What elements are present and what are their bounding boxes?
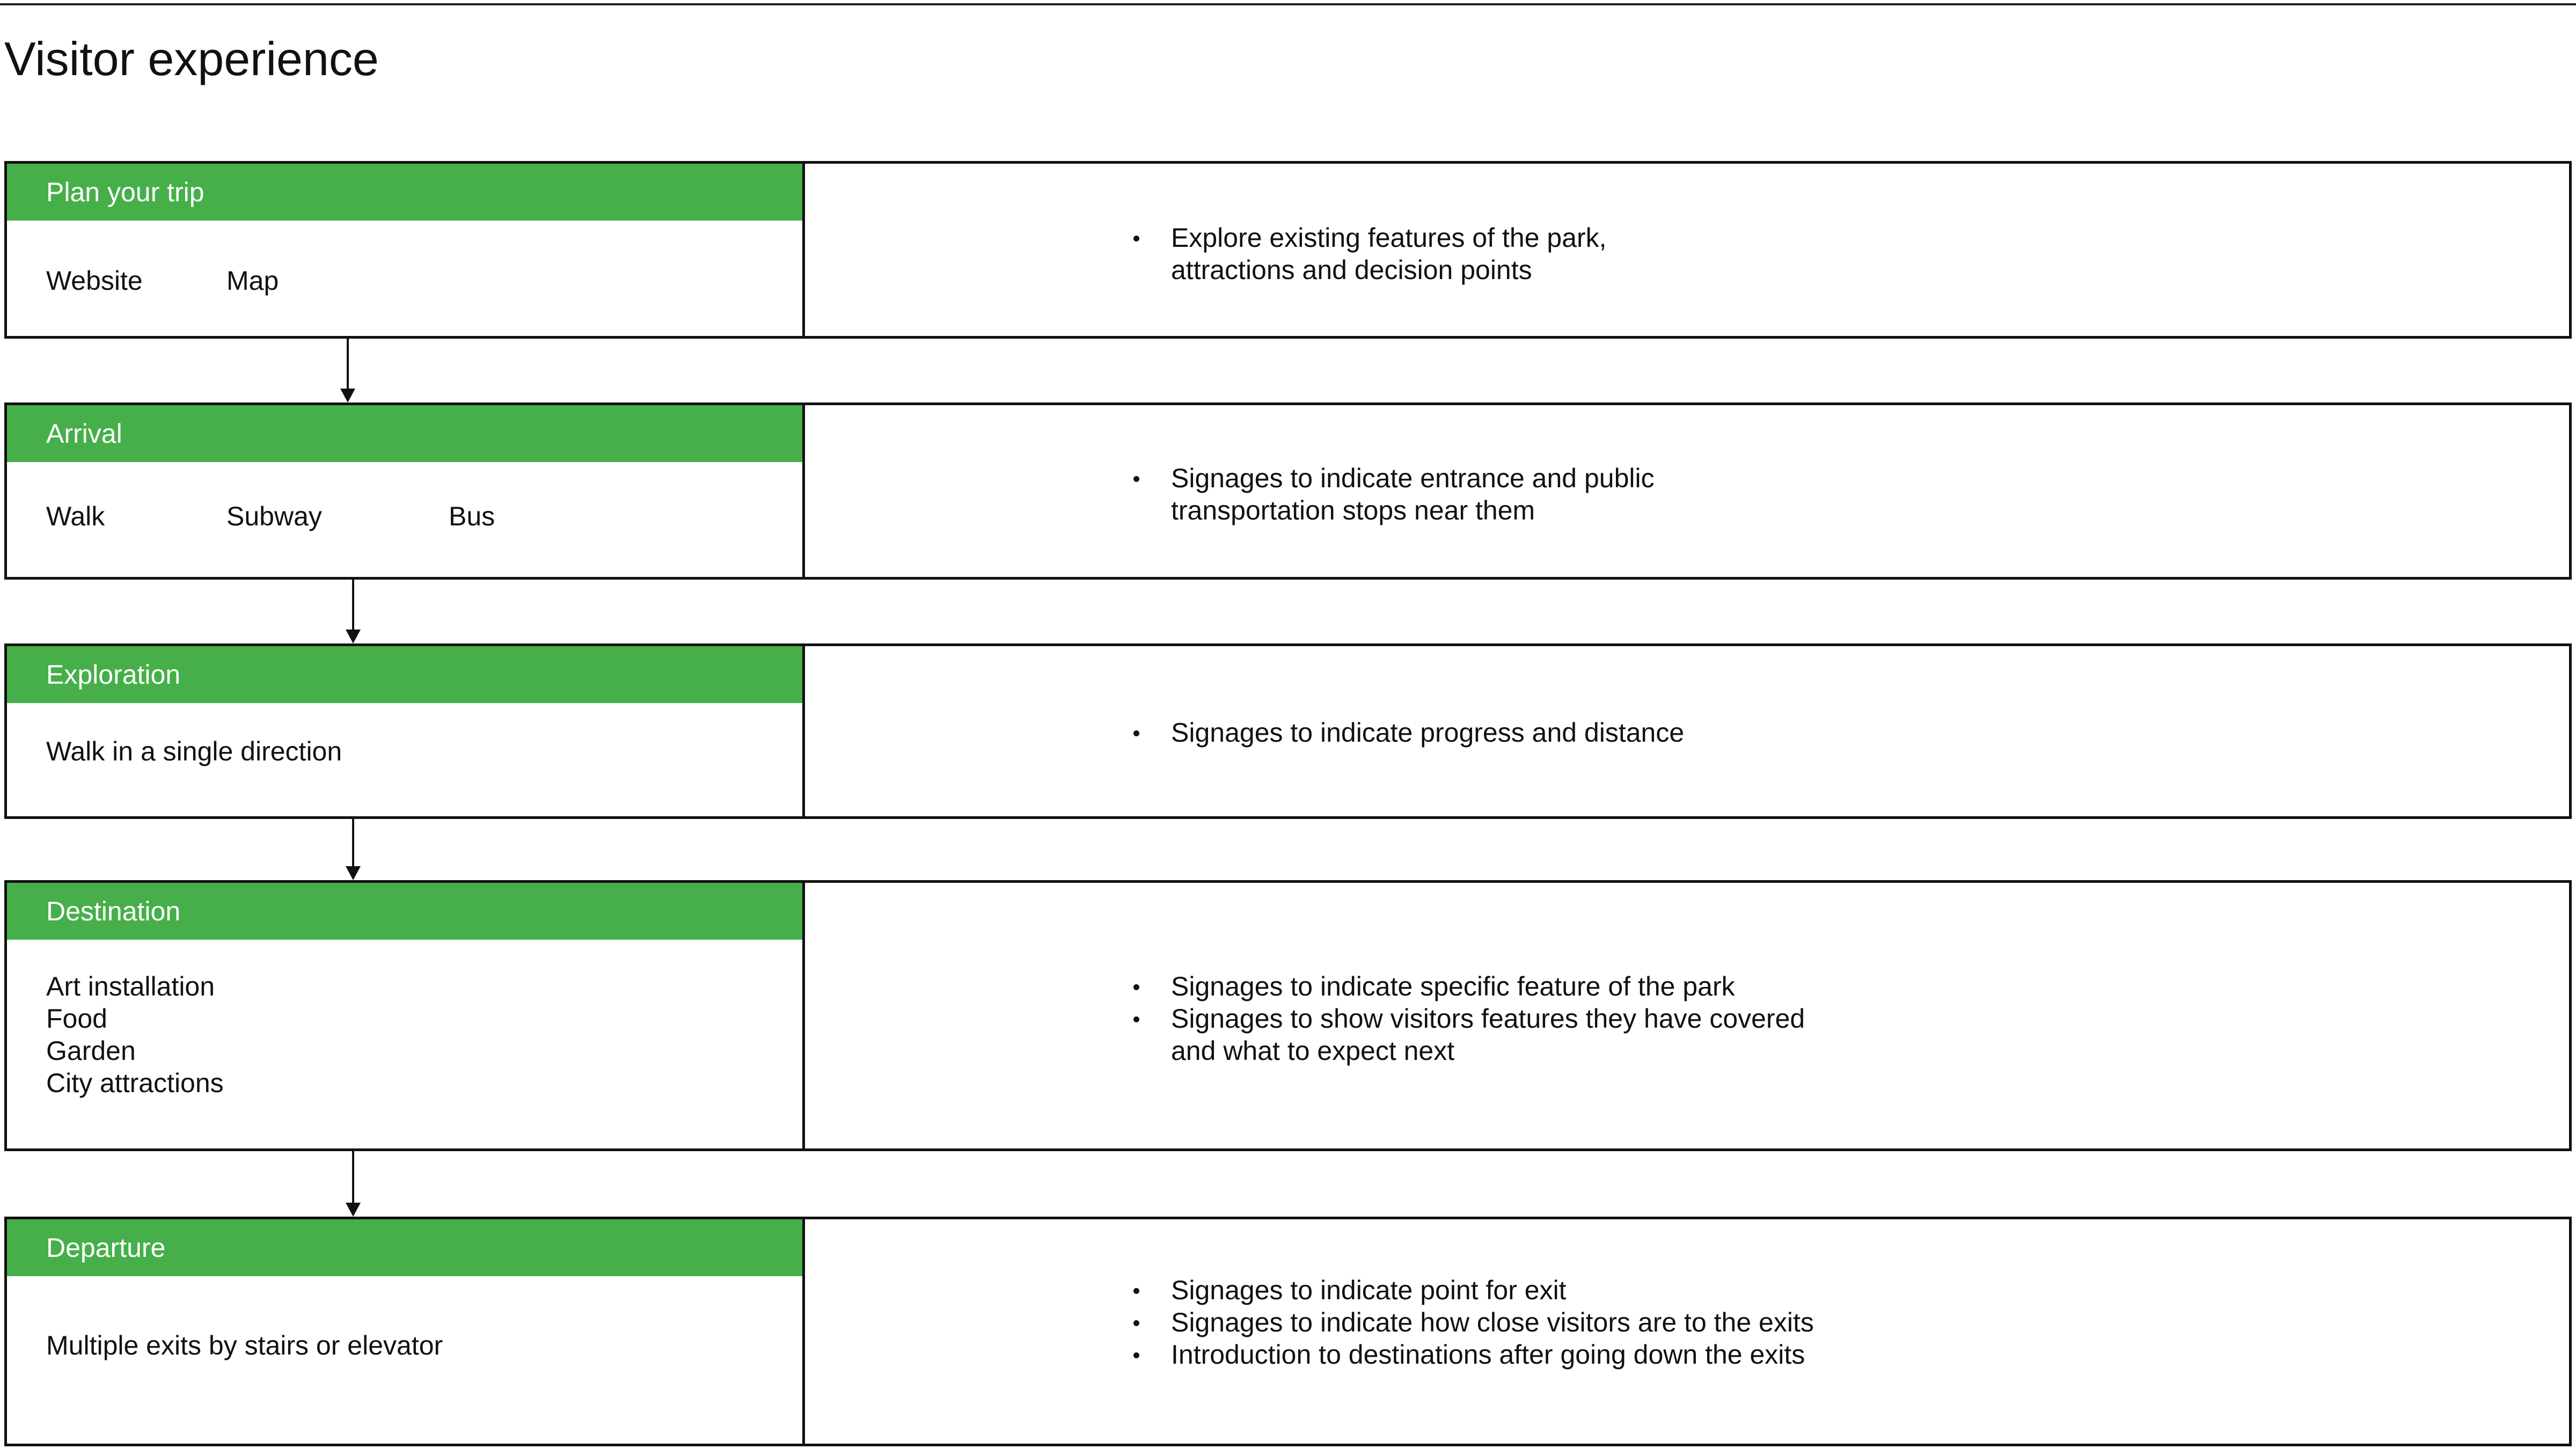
note-text: Signages to indicate how close visitors are to the exits [1171, 1307, 1814, 1337]
flow-arrow [342, 580, 364, 643]
stage-notes [1132, 462, 1697, 526]
note-text: Signages to show visitors features they have covered and what to expect next [1171, 1004, 1805, 1066]
note-text: Signages to indicate specific feature of the park [1171, 971, 1735, 1001]
stage-title: Departure [7, 1219, 802, 1276]
stage-channel-panel [7, 646, 805, 816]
stage-destination [4, 880, 2572, 1151]
flow-arrow [337, 339, 358, 402]
stage-title: Destination [7, 883, 802, 940]
channel-item: Food [46, 1004, 107, 1034]
stage-notes [1132, 716, 1684, 749]
channel-item: Art installation [46, 971, 215, 1001]
channel-item: Subway [226, 501, 322, 531]
note-item [1132, 1274, 1814, 1306]
channel-item: Garden [46, 1036, 136, 1066]
channel-list [46, 500, 495, 532]
channel-item: City attractions [46, 1068, 224, 1098]
note-text: Explore existing features of the park, attractions and decision points [1171, 223, 1607, 285]
channel-list [46, 735, 342, 767]
stage-notes [1132, 970, 1815, 1067]
stage-title: Arrival [7, 405, 802, 462]
channel-item: Multiple exits by stairs or elevator [46, 1330, 443, 1360]
channel-list [46, 970, 224, 1099]
stage-arrival [4, 402, 2572, 580]
note-item [1132, 222, 1643, 286]
note-item [1132, 716, 1684, 749]
channel-list [46, 265, 279, 297]
channel-list [46, 1329, 443, 1362]
channel-item: Bus [449, 501, 495, 531]
stage-plan-your-trip [4, 161, 2572, 339]
note-text: Signages to indicate point for exit [1171, 1275, 1567, 1305]
note-item [1132, 1002, 1815, 1067]
channel-item: Map [226, 266, 279, 296]
note-text: Signages to indicate progress and distance [1171, 718, 1685, 748]
stage-channel-panel [7, 1219, 805, 1444]
note-item [1132, 1306, 1814, 1338]
channel-item: Website [46, 266, 143, 296]
stage-notes [1132, 222, 1643, 286]
flow-arrow [342, 1151, 364, 1217]
top-rule [0, 3, 2576, 5]
page-title: Visitor experience [4, 32, 379, 85]
stage-exploration [4, 643, 2572, 819]
stage-channel-panel [7, 883, 805, 1148]
channel-item: Walk [46, 501, 105, 531]
flow-arrow [342, 819, 364, 880]
stage-notes [1132, 1274, 1814, 1371]
note-text: Introduction to destinations after going down the exits [1171, 1340, 1805, 1370]
stage-title: Exploration [7, 646, 802, 703]
stage-channel-panel [7, 405, 805, 577]
channel-item: Walk in a single direction [46, 736, 342, 766]
stage-departure [4, 1217, 2572, 1446]
note-item [1132, 1338, 1814, 1371]
note-item [1132, 970, 1815, 1002]
stage-title: Plan your trip [7, 164, 802, 221]
note-text: Signages to indicate entrance and public transportation stops near them [1171, 463, 1655, 525]
stage-channel-panel [7, 164, 805, 336]
note-item [1132, 462, 1697, 526]
